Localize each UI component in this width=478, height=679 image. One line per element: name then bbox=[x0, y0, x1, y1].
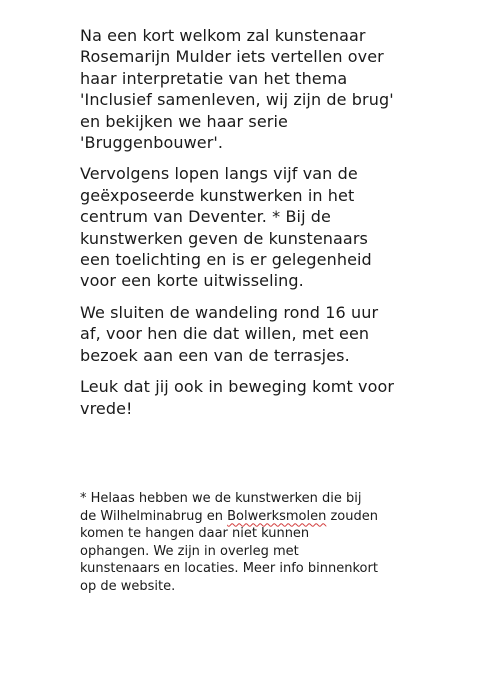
footnote bbox=[80, 490, 420, 595]
footnote-text-part2: zouden komen te hangen daar niet kunnen ophangen. We zijn in overleg met kunstenaars en locaties. Meer info binnenkort op de website. bbox=[80, 508, 378, 594]
paragraph-closing: Leuk dat jij ook in beweging komt voor vrede! bbox=[80, 377, 395, 418]
paragraph-intro: Na een kort welkom zal kunstenaar Rosemarijn Mulder iets vertellen over haar interpretatie van het thema 'Inclusief samenleven, wij zijn de brug' en bekijken we haar serie 'Bruggenbouwer'. bbox=[80, 26, 394, 153]
document-body bbox=[80, 25, 430, 429]
paragraph-end: We sluiten de wandeling rond 16 uur af, voor hen die dat willen, met een bezoek aan een van de terrasjes. bbox=[80, 302, 379, 365]
spellcheck-underlined-word: Bolwerksmolen bbox=[227, 508, 327, 524]
paragraph-route: Vervolgens lopen langs vijf van de geëxposeerde kunstwerken in het centrum van Deventer. * Bij de kunstwerken geven de kunstenaars een toelichting en is er gelegenheid voor een korte uitwisseling. bbox=[80, 164, 372, 291]
footnote-text-part1: * Helaas hebben we de kunstwerken die bij de Wilhelminabrug en bbox=[80, 491, 362, 524]
